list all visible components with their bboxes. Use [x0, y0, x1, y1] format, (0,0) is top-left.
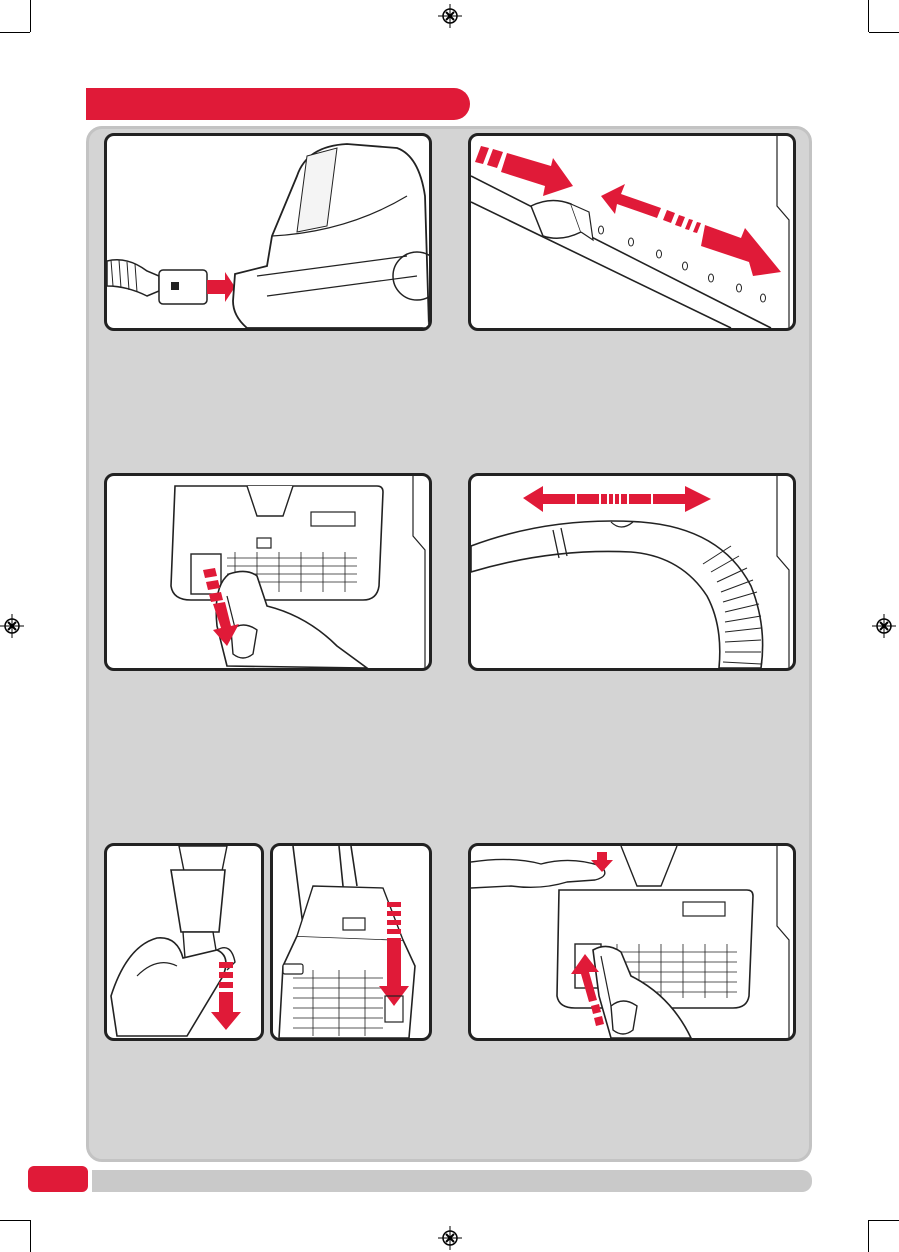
- figure-hose-connect: [104, 133, 432, 331]
- floor-tool-park-icon: [107, 846, 261, 1038]
- crop-mark: [30, 1220, 31, 1252]
- footer-bar: [92, 1170, 812, 1192]
- figure-hose-flex: [468, 473, 796, 671]
- crop-mark: [0, 1220, 30, 1221]
- crop-mark: [868, 0, 869, 32]
- hose-connect-icon: [107, 136, 429, 328]
- figure-wand-adjust: [468, 133, 796, 331]
- figure-cord-rewind: [468, 843, 796, 1041]
- figure-plug-release: [104, 473, 432, 671]
- figure-wand-park: [270, 843, 432, 1041]
- crop-mark: [869, 32, 899, 33]
- registration-mark-icon: [0, 614, 24, 638]
- wand-park-icon: [273, 846, 429, 1038]
- wand-adjust-icon: [471, 136, 793, 328]
- figure-floor-tool-park: [104, 843, 264, 1041]
- crop-mark: [30, 0, 31, 32]
- section-header-bar: [86, 88, 470, 120]
- cord-rewind-icon: [471, 846, 793, 1038]
- registration-mark-icon: [872, 614, 896, 638]
- crop-mark: [868, 1220, 869, 1252]
- plug-release-icon: [107, 476, 429, 668]
- registration-mark-icon: [438, 1226, 462, 1250]
- registration-mark-icon: [438, 4, 462, 28]
- hose-flex-icon: [471, 476, 793, 668]
- crop-mark: [0, 32, 30, 33]
- page-number-tab: [28, 1166, 88, 1192]
- crop-mark: [869, 1220, 899, 1221]
